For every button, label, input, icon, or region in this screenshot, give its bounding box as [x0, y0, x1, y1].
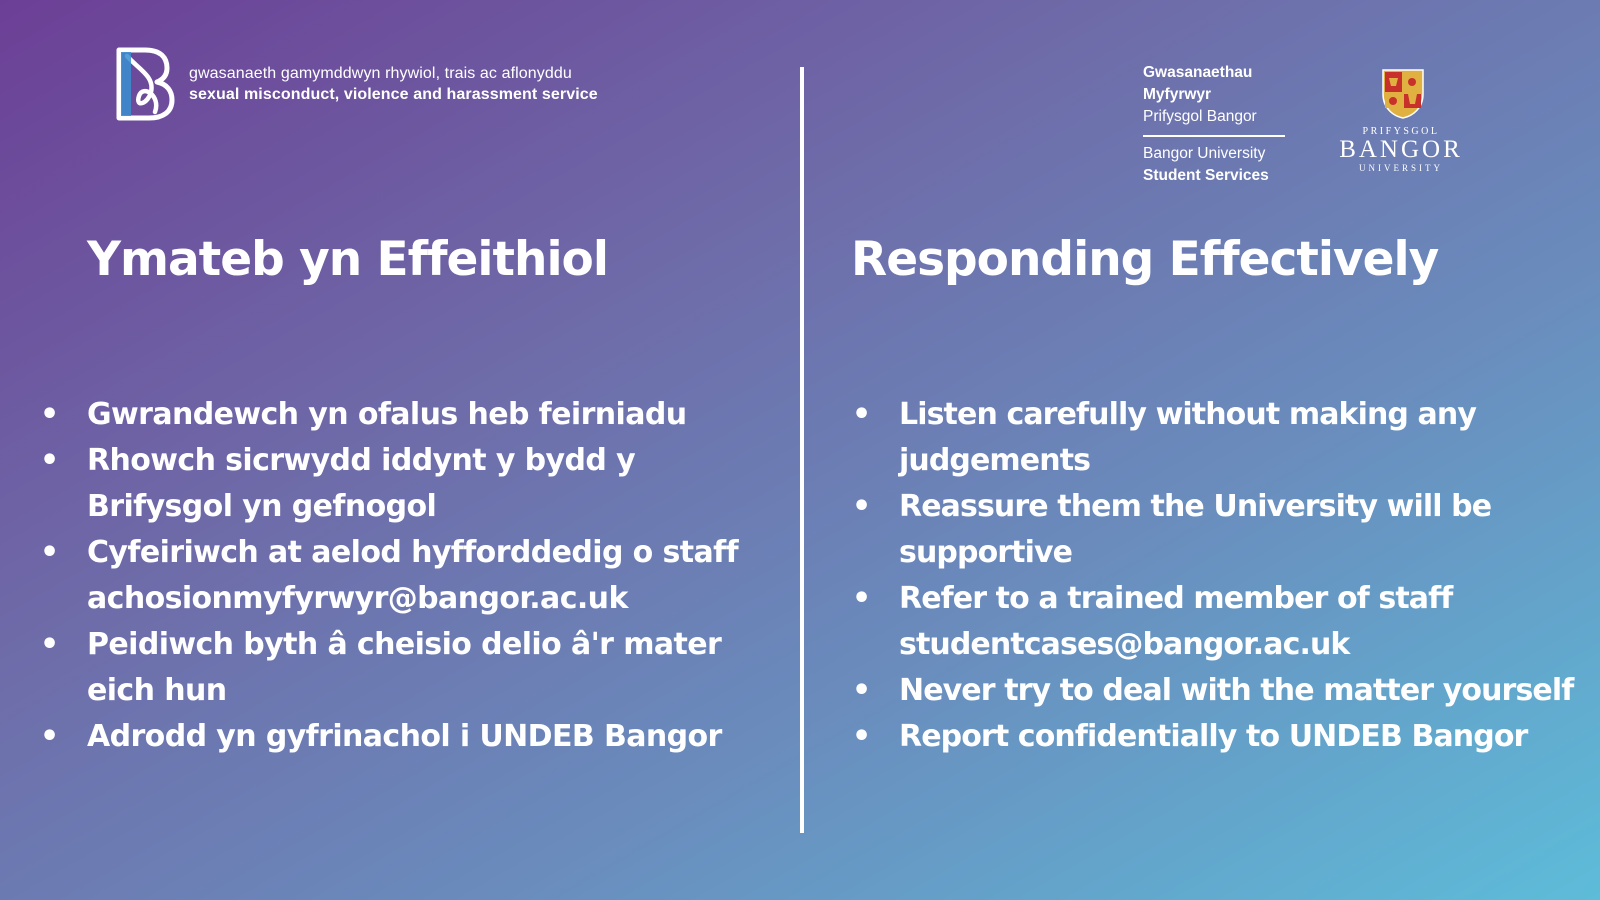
bullet-icon: • [40, 535, 59, 570]
university-logo-block [1143, 62, 1473, 192]
list-item-text: Refer to a trained member of staff [899, 581, 1453, 616]
bullet-icon: • [852, 719, 871, 754]
list-item-text: eich hun [87, 673, 227, 708]
bullet-icon: • [40, 443, 59, 478]
email-link[interactable]: studentcases@bangor.ac.uk [899, 627, 1350, 662]
list-item-text: supportive [899, 535, 1073, 570]
bullet-icon: • [40, 719, 59, 754]
email-link[interactable]: achosionmyfyrwyr@bangor.ac.uk [87, 581, 628, 616]
list-item [40, 438, 740, 530]
welsh-title: Ymateb yn Effeithiol [87, 232, 608, 287]
list-item [852, 668, 1594, 714]
bullet-icon: • [852, 673, 871, 708]
wordmark-bottom: UNIVERSITY [1359, 163, 1443, 173]
list-item-text: Rhowch sicrwydd iddynt y bydd y [87, 443, 636, 478]
list-item [40, 622, 740, 714]
ss-welsh-line2: Myfyrwyr [1143, 86, 1212, 103]
list-item [40, 392, 740, 438]
ss-english-line1: Bangor University [1143, 145, 1266, 162]
bangor-crest-icon [1381, 68, 1425, 120]
welsh-bullet-list [40, 392, 740, 760]
ss-divider [1143, 135, 1285, 137]
list-item-text: Never try to deal with the matter yourself [899, 673, 1574, 708]
service-logo [115, 46, 598, 122]
list-item-text: Brifysgol yn gefnogol [87, 489, 437, 524]
english-title: Responding Effectively [851, 232, 1439, 287]
wordmark-main: BANGOR [1339, 136, 1463, 163]
ss-welsh-line3: Prifysgol Bangor [1143, 108, 1257, 125]
list-item-text: Reassure them the University will be [899, 489, 1492, 524]
list-item [852, 392, 1594, 484]
bangor-wordmark [1331, 126, 1471, 173]
ribbon-b-logo-icon [115, 46, 175, 122]
student-services-label [1143, 62, 1285, 187]
list-item-text: Listen carefully without making any [899, 397, 1477, 432]
ss-welsh-line1: Gwasanaethau [1143, 64, 1253, 81]
list-item [852, 714, 1594, 760]
list-item-text: Cyfeiriwch at aelod hyfforddedig o staff [87, 535, 739, 570]
center-divider [800, 67, 804, 833]
ss-english-line2: Student Services [1143, 167, 1269, 184]
bullet-icon: • [852, 397, 871, 432]
list-item-text: judgements [899, 443, 1091, 478]
list-item [40, 530, 740, 622]
bullet-icon: • [852, 581, 871, 616]
list-item-text: Report confidentially to UNDEB Bangor [899, 719, 1528, 754]
list-item [852, 576, 1594, 668]
service-welsh-name: gwasanaeth gamymddwyn rhywiol, trais ac aflonyddu [189, 64, 572, 82]
service-english-name: sexual misconduct, violence and harassment service [189, 85, 598, 103]
bullet-icon: • [40, 627, 59, 662]
list-item [852, 484, 1594, 576]
list-item [40, 714, 740, 760]
list-item-text: Adrodd yn gyfrinachol i UNDEB Bangor [87, 719, 722, 754]
bullet-icon: • [40, 397, 59, 432]
english-bullet-list [852, 392, 1594, 760]
wordmark-top: PRIFYSGOL [1362, 126, 1440, 137]
bullet-icon: • [852, 489, 871, 524]
list-item-text: Peidiwch byth â cheisio delio â'r mater [87, 627, 722, 662]
list-item-text: Gwrandewch yn ofalus heb feirniadu [87, 397, 687, 432]
